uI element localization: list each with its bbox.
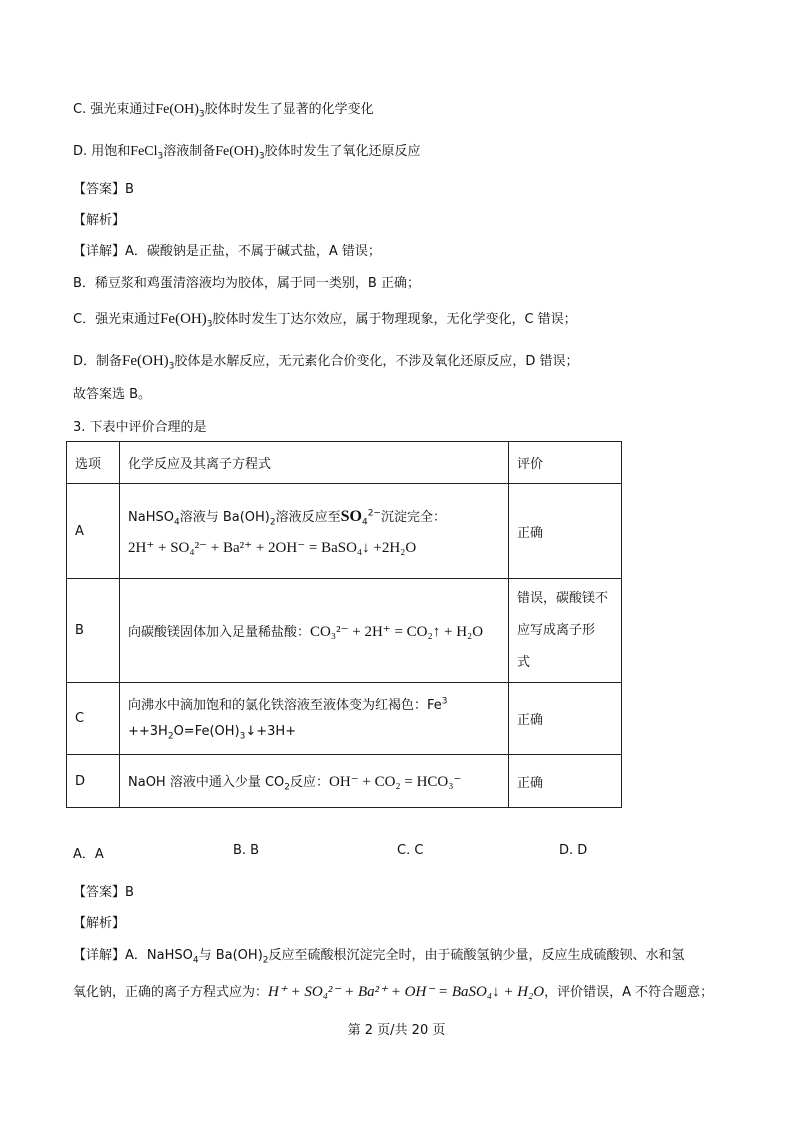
analysis-label: 【解析】 xyxy=(73,916,126,931)
detail-2-line-2: 氧化钠，正确的离子方程式应为：H⁺ + SO₄²⁻ + Ba²⁺ + OH⁻ = BaSO₄↓ + H₂O，评价错误，A 不符合题意； xyxy=(73,984,714,1000)
page-footer: 第 2 页/共 20 页 xyxy=(347,1023,446,1038)
equation: OH⁻ + CO₂ = HCO₃⁻ xyxy=(329,774,462,790)
row-evaluation: 正确 xyxy=(509,755,622,808)
option-a[interactable]: A．A xyxy=(73,847,104,862)
table-row xyxy=(67,683,622,755)
equation: 2H⁺ + SO₄²⁻ + Ba²⁺ + 2OH⁻ = BaSO₄↓ +2H₂O xyxy=(128,539,417,556)
table-row xyxy=(67,484,622,579)
table-header-row xyxy=(67,442,622,484)
row-reaction: 向碳酸镁固体加入足量稀盐酸：CO₃²⁻ + 2H⁺ = CO₂↑ + H₂O xyxy=(120,579,509,683)
answer-label: 【答案】B xyxy=(73,885,134,900)
header-option: 选项 xyxy=(67,442,120,484)
option-d-statement: D. 用饱和FeCl$_3$溶液制备$Fe(OH)_3$胶体时发生了氧化还原反应 xyxy=(73,144,421,162)
conclusion: 故答案选 B。 xyxy=(73,387,152,402)
detail-b: B．稀豆浆和鸡蛋清溶液均为胶体，属于同一类别，B 正确； xyxy=(73,276,420,291)
row-option: D xyxy=(67,755,120,808)
row-option: A xyxy=(67,484,120,579)
row-reaction: NaOH 溶液中通入少量 $CO_2$反应：OH⁻ + CO₂ = HCO₃⁻ xyxy=(120,755,509,808)
table-row xyxy=(67,755,622,808)
row-evaluation: 正确 xyxy=(509,683,622,755)
equation: CO₃²⁻ + 2H⁺ = CO₂↑ + H₂O xyxy=(310,623,484,640)
row-option: B xyxy=(67,579,120,683)
detail-a: 【详解】A．碳酸钠是正盐，不属于碱式盐，A 错误； xyxy=(73,244,381,259)
header-evaluation: 评价 xyxy=(509,442,622,484)
option-c-statement: C. 强光束通过$Fe(OH)_3$胶体时发生了显著的化学变化 xyxy=(73,102,374,120)
answer-options xyxy=(73,843,633,861)
evaluation-table xyxy=(66,441,622,808)
analysis-label: 【解析】 xyxy=(73,213,126,228)
table-row xyxy=(67,579,622,683)
detail-d: D．制备$Fe(OH)_3$胶体是水解反应，无元素化合价变化，不涉及氧化还原反应，D 错误； xyxy=(73,353,579,372)
detail-2-line-1: 【详解】A．NaHSO$_4$与 $Ba(OH)_2$反应至硫酸根沉淀完全时，由于硫酸氢钠少量，反应生成硫酸钡、水和氢 xyxy=(73,948,685,966)
detail-c: C．强光束通过$Fe(OH)_3$胶体时发生丁达尔效应，属于物理现象，无化学变化，C 错误； xyxy=(73,311,577,330)
row-evaluation: 错误，碳酸镁不 应写成离子形 式 xyxy=(509,579,622,683)
row-reaction: NaHSO$_4$溶液与 $Ba(OH)_2$溶液反应至$SO_4^{2-}$沉淀完全： 2H⁺ + SO₄²⁻ + Ba²⁺ + 2OH⁻ = BaSO₄↓ +2H₂O xyxy=(120,484,509,579)
row-evaluation: 正确 xyxy=(509,484,622,579)
equation: H⁺ + SO₄²⁻ + Ba²⁺ + OH⁻ = BaSO₄↓ + H₂O xyxy=(268,984,545,1000)
row-reaction: 向沸水中滴加饱和的氯化铁溶液至液体变为红褐色：$Fe^3$ $++3H_2O=Fe(OH)_3↓+3H+$ xyxy=(120,683,509,755)
row-option: C xyxy=(67,683,120,755)
answer-label: 【答案】B xyxy=(73,182,134,197)
question-3: 3. 下表中评价合理的是 xyxy=(73,420,207,435)
option-d[interactable]: D. D xyxy=(559,843,588,858)
option-b[interactable]: B. B xyxy=(233,843,260,858)
header-reaction: 化学反应及其离子方程式 xyxy=(120,442,509,484)
option-c[interactable]: C. C xyxy=(397,843,424,858)
